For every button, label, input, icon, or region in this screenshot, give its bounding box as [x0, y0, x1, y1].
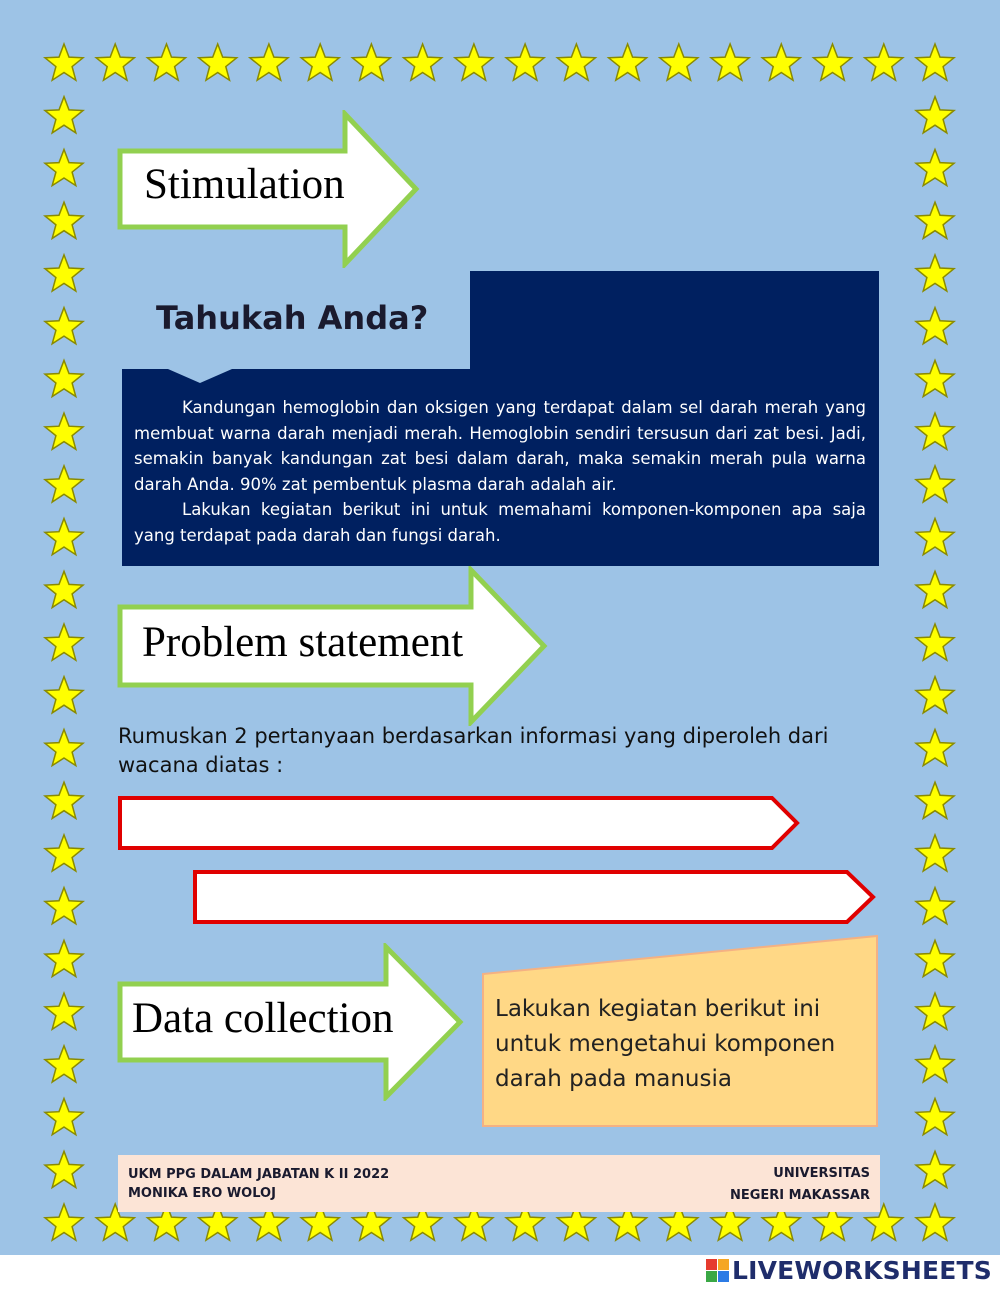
problem-statement-label: Problem statement [142, 619, 464, 666]
star-icon [45, 1099, 83, 1135]
footer-program: UKM PPG DALAM JABATAN K II 2022 [128, 1167, 390, 1182]
star-icon [916, 1151, 954, 1187]
star-icon [916, 993, 954, 1029]
star-icon [865, 44, 903, 80]
star-icon [45, 888, 83, 924]
info-box-text: Lakukan kegiatan berikut ini untuk mengetahui komponen darah pada manusia [495, 996, 836, 1092]
info-box [481, 934, 879, 1128]
star-icon [45, 466, 83, 502]
star-icon [45, 571, 83, 607]
stimulation-arrow [116, 110, 422, 268]
star-icon [45, 519, 83, 555]
star-icon [916, 202, 954, 238]
star-icon [45, 202, 83, 238]
star-icon [199, 44, 237, 80]
star-icon [609, 44, 647, 80]
star-icon [45, 360, 83, 396]
instruction-text: Rumuskan 2 pertanyaan berdasarkan informasi yang diperoleh dari wacana diatas : [118, 724, 829, 777]
star-icon [45, 835, 83, 871]
star-icon [916, 466, 954, 502]
star-icon [916, 519, 954, 555]
star-icon [916, 730, 954, 766]
star-icon [45, 308, 83, 344]
star-icon [45, 1204, 83, 1240]
star-icon [916, 888, 954, 924]
answer-field-2-shape [192, 869, 878, 925]
star-icon [404, 44, 442, 80]
star-icon [762, 44, 800, 80]
star-icon [96, 44, 134, 80]
star-icon [916, 97, 954, 133]
footer-author: MONIKA ERO WOLOJ [128, 1186, 276, 1201]
star-icon [45, 1046, 83, 1082]
star-icon [711, 44, 749, 80]
footer-left [128, 1165, 389, 1203]
star-icon [916, 308, 954, 344]
star-icon [45, 624, 83, 660]
star-icon [45, 677, 83, 713]
tahukah-text [134, 395, 866, 548]
footer [118, 1155, 880, 1212]
star-icon [45, 940, 83, 976]
star-icon [45, 993, 83, 1029]
star-icon [557, 44, 595, 80]
tahukah-paragraph-2: Lakukan kegiatan berikut ini untuk memahami komponen-komponen apa saja yang terdapat pada darah dan fungsi darah. [134, 500, 866, 545]
star-icon [147, 44, 185, 80]
star-icon [250, 44, 288, 80]
liveworksheets-logo [706, 1256, 992, 1285]
star-icon [916, 624, 954, 660]
data-collection-arrow [116, 943, 466, 1101]
star-icon [45, 782, 83, 818]
answer-field-1-shape [117, 795, 803, 851]
star-icon [301, 44, 339, 80]
star-icon [45, 1151, 83, 1187]
tahukah-title: Tahukah Anda? [156, 299, 429, 337]
star-icon [916, 940, 954, 976]
data-collection-label: Data collection [132, 995, 394, 1042]
star-icon [45, 97, 83, 133]
star-icon [916, 677, 954, 713]
footer-university-2: NEGERI MAKASSAR [729, 1188, 870, 1203]
footer-right [730, 1163, 870, 1207]
star-icon [45, 413, 83, 449]
star-icon [45, 44, 83, 80]
star-icon [916, 255, 954, 291]
footer-university-1: UNIVERSITAS [773, 1166, 870, 1181]
star-icon [916, 1204, 954, 1240]
liveworksheets-wordmark: LIVEWORKSHEETS [731, 1256, 992, 1285]
star-icon [916, 835, 954, 871]
star-icon [45, 730, 83, 766]
answer-field-1[interactable] [117, 795, 803, 851]
star-icon [916, 360, 954, 396]
star-icon [45, 150, 83, 186]
star-icon [916, 1099, 954, 1135]
stimulation-label: Stimulation [144, 161, 345, 208]
star-icon [814, 44, 852, 80]
star-icon [506, 44, 544, 80]
star-icon [455, 44, 493, 80]
star-icon [916, 1046, 954, 1082]
answer-field-2[interactable] [192, 869, 878, 925]
tahukah-anda-panel [122, 271, 879, 566]
star-icon [916, 782, 954, 818]
star-icon [916, 413, 954, 449]
star-icon [660, 44, 698, 80]
liveworksheets-icon [706, 1259, 729, 1282]
tahukah-paragraph-1: Kandungan hemoglobin dan oksigen yang terdapat dalam sel darah merah yang membuat warna darah menjadi merah. Hemoglobin sendiri tersusun dari zat besi. Jadi, semakin banyak kandungan zat besi dalam darah, maka semakin merah pula warna darah Anda. 90% zat pembentuk plasma darah adalah air. [134, 398, 866, 494]
star-icon [352, 44, 390, 80]
star-icon [45, 255, 83, 291]
star-icon [916, 150, 954, 186]
star-icon [916, 44, 954, 80]
problem-statement-arrow [116, 566, 550, 726]
star-icon [916, 571, 954, 607]
